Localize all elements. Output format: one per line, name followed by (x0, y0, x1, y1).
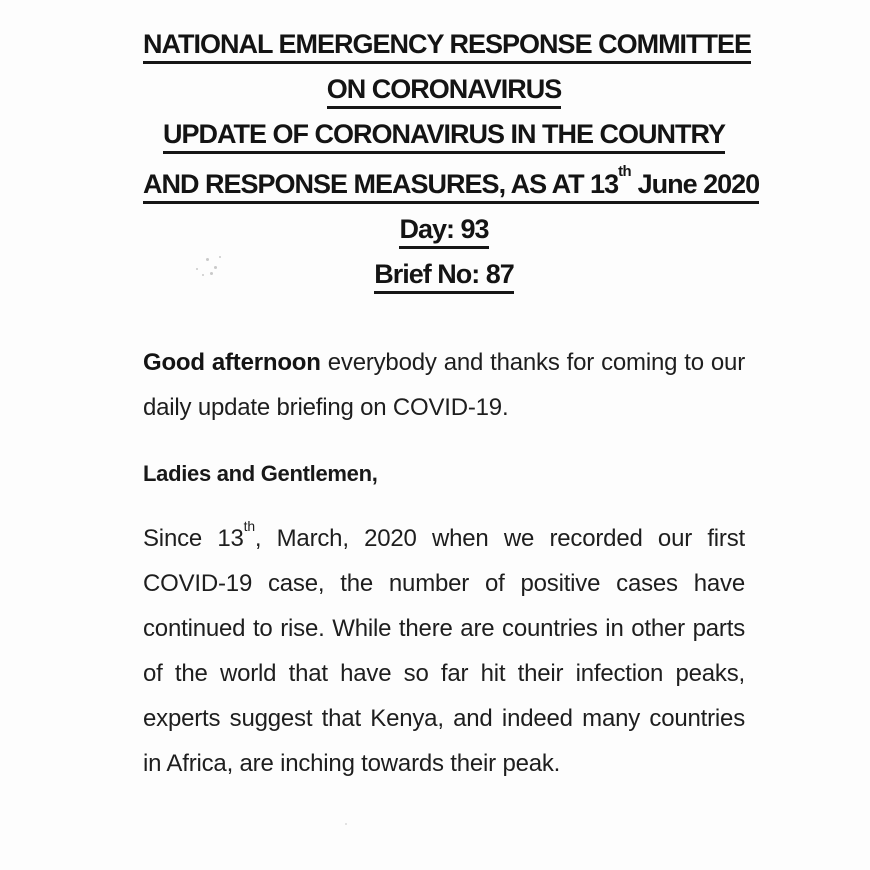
main-paragraph-prefix: Since 13 (143, 525, 244, 552)
salutation-line: Ladies and Gentlemen, (143, 461, 378, 486)
main-paragraph (143, 510, 745, 786)
document-content (143, 22, 760, 786)
main-paragraph-text: , March, 2020 when we recorded our first COVID-19 case, the number of positive cases have continued to rise. While there are countries in other parts of the world that have so far hit their infection peaks, experts suggest that Kenya, and indeed many countries in Africa, are inching towards their peak. (143, 525, 745, 777)
subtitle-date-prefix: AND RESPONSE MEASURES, AS AT 13 (143, 169, 619, 199)
intro-paragraph-text: everybody and thanks for coming to our daily update briefing on COVID-19. (143, 349, 745, 421)
brief-number-text: Brief No: 87 (374, 259, 514, 294)
title-line-2-text: ON CORONAVIRUS (327, 74, 562, 109)
day-number-line (143, 207, 745, 252)
subtitle-line-2-text (143, 164, 760, 204)
document-subtitle-line-2 (143, 157, 760, 207)
intro-paragraph (143, 340, 745, 430)
date-ordinal-superscript: th (243, 517, 255, 534)
greeting-bold-text: Good afternoon (143, 349, 321, 376)
title-line-1-text: NATIONAL EMERGENCY RESPONSE COMMITTEE (143, 29, 751, 64)
document-title-line-2 (143, 67, 745, 112)
document-title-line-1 (143, 22, 752, 67)
day-number-text: Day: 93 (399, 214, 488, 249)
brief-number-line (143, 252, 745, 297)
subtitle-date-suffix: June 2020 (631, 169, 760, 199)
document-subtitle-line-1 (143, 112, 745, 157)
scan-speckle (345, 823, 347, 825)
subtitle-line-1-text: UPDATE OF CORONAVIRUS IN THE COUNTRY (163, 119, 725, 154)
date-ordinal-superscript: th (618, 164, 632, 181)
